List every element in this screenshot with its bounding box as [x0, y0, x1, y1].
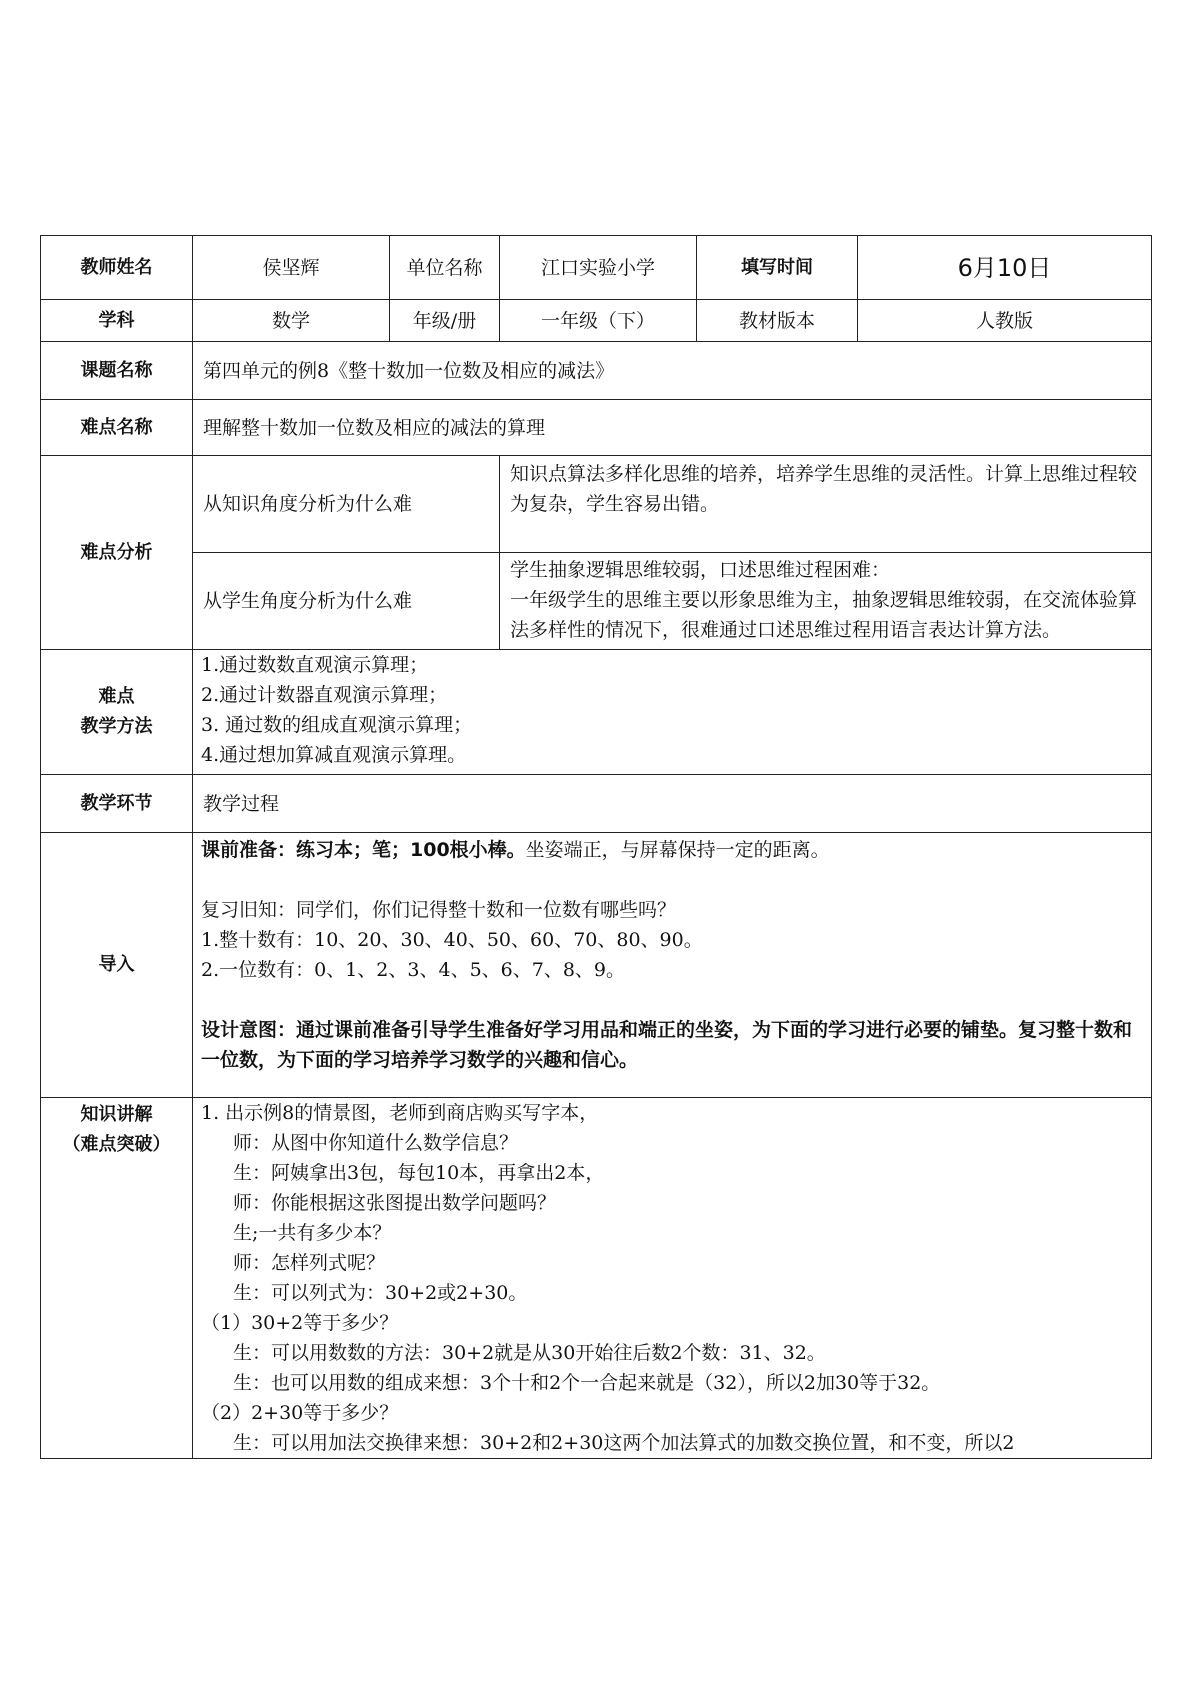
methods-item-2: 2.通过计数器直观演示算理；	[201, 684, 448, 706]
analysis-row-student	[41, 553, 1152, 650]
topic-row	[41, 342, 1152, 400]
intro-prep	[201, 835, 1141, 865]
knowledge-line-3: 生：阿姨拿出3包，每包10本，再拿出2本，	[233, 1162, 605, 1184]
knowledge-content	[193, 1098, 1152, 1459]
methods-row	[41, 650, 1152, 775]
knowledge-line-6: 师：怎样列式呢？	[233, 1252, 386, 1274]
subject-value: 数学	[193, 300, 390, 342]
knowledge-line-11: （2）2+30等于多少？	[201, 1402, 399, 1424]
header-row-2	[41, 300, 1152, 342]
intro-prep-bold: 课前准备：练习本；笔；100根小棒。	[201, 839, 526, 861]
lesson-plan-sheet	[40, 235, 1151, 1459]
methods-item-3: 3. 通过数的组成直观演示算理；	[201, 714, 473, 736]
topic-label: 课题名称	[41, 342, 193, 400]
unit-value: 江口实验小学	[500, 236, 697, 300]
analysis-student-line-2: 一年级学生的思维主要以形象思维为主，抽象逻辑思维较弱，在交流体验算法多样性的情况下，很难通过口述思维过程用语言表达计算方法。	[510, 589, 1138, 641]
stage-row	[41, 775, 1152, 833]
analysis-knowledge-text: 知识点算法多样化思维的培养，培养学生思维的灵活性。计算上思维过程较为复杂，学生容易出错。	[500, 456, 1152, 553]
edition-label: 教材版本	[697, 300, 858, 342]
analysis-row-knowledge	[41, 456, 1152, 553]
intro-prep-rest: 坐姿端正，与屏幕保持一定的距离。	[525, 839, 830, 861]
knowledge-line-8: （1）30+2等于多少？	[201, 1312, 399, 1334]
knowledge-line-4: 师：你能根据这张图提出数学问题吗？	[233, 1192, 557, 1214]
analysis-student-label: 从学生角度分析为什么难	[193, 553, 500, 650]
intro-line-1: 1.整十数有：10、20、30、40、50、60、70、80、90。	[201, 929, 703, 951]
intro-row	[41, 833, 1152, 1098]
topic-value: 第四单元的例8《整十数加一位数及相应的减法》	[193, 342, 1152, 400]
knowledge-line-5: 生;一共有多少本？	[233, 1222, 392, 1244]
methods-label	[41, 650, 193, 775]
unit-label: 单位名称	[390, 236, 500, 300]
intro-review: 复习旧知：同学们，你们记得整十数和一位数有哪些吗？	[201, 899, 677, 921]
knowledge-label	[41, 1098, 193, 1459]
knowledge-line-12: 生：可以用加法交换律来想：30+2和2+30这两个加法算式的加数交换位置，和不变，所以2	[233, 1432, 1015, 1454]
intro-design: 设计意图：通过课前准备引导学生准备好学习用品和端正的坐姿，为下面的学习进行必要的铺垫。复习整十数和一位数，为下面的学习培养学习数学的兴趣和信心。	[201, 1019, 1133, 1071]
intro-spacer-1	[201, 865, 1141, 895]
knowledge-label-line-1: 知识讲解	[80, 1104, 153, 1125]
intro-line-2: 2.一位数有：0、1、2、3、4、5、6、7、8、9。	[201, 959, 626, 981]
intro-spacer-2	[201, 985, 1141, 1015]
knowledge-line-9: 生：可以用数数的方法：30+2就是从30开始往后数2个数：31、32。	[233, 1342, 826, 1364]
knowledge-line-10: 生：也可以用数的组成来想：3个十和2个一合起来就是（32），所以2加30等于32。	[233, 1372, 941, 1394]
methods-item-4: 4.通过想加算减直观演示算理。	[201, 744, 467, 766]
methods-label-line-2: 教学方法	[80, 716, 153, 737]
methods-list	[193, 650, 1152, 775]
intro-content	[193, 833, 1152, 1098]
difficulty-row	[41, 400, 1152, 456]
grade-value: 一年级（下）	[500, 300, 697, 342]
difficulty-label: 难点名称	[41, 400, 193, 456]
grade-label: 年级/册	[390, 300, 500, 342]
knowledge-line-1: 1. 出示例8的情景图，老师到商店购买写字本，	[201, 1102, 599, 1124]
analysis-label: 难点分析	[41, 456, 193, 650]
knowledge-row	[41, 1098, 1152, 1459]
header-row-1	[41, 236, 1152, 300]
analysis-knowledge-label: 从知识角度分析为什么难	[193, 456, 500, 553]
knowledge-line-7: 生：可以列式为：30+2或2+30。	[233, 1282, 528, 1304]
subject-label: 学科	[41, 300, 193, 342]
teacher-value: 侯坚辉	[193, 236, 390, 300]
knowledge-line-2: 师：从图中你知道什么数学信息？	[233, 1132, 519, 1154]
analysis-student-text	[500, 553, 1152, 650]
difficulty-value: 理解整十数加一位数及相应的减法的算理	[193, 400, 1152, 456]
intro-label: 导入	[41, 833, 193, 1098]
stage-value: 教学过程	[193, 775, 1152, 833]
teacher-label: 教师姓名	[41, 236, 193, 300]
stage-label: 教学环节	[41, 775, 193, 833]
knowledge-label-line-2: （难点突破）	[62, 1134, 171, 1155]
fill-time-label: 填写时间	[697, 236, 858, 300]
fill-time-value: 6月10日	[858, 236, 1152, 300]
lesson-plan-table	[40, 235, 1152, 1459]
edition-value: 人教版	[858, 300, 1152, 342]
methods-label-line-1: 难点	[98, 686, 135, 707]
analysis-student-line-1: 学生抽象逻辑思维较弱，口述思维过程困难：	[510, 559, 891, 581]
methods-item-1: 1.通过数数直观演示算理；	[201, 654, 429, 676]
